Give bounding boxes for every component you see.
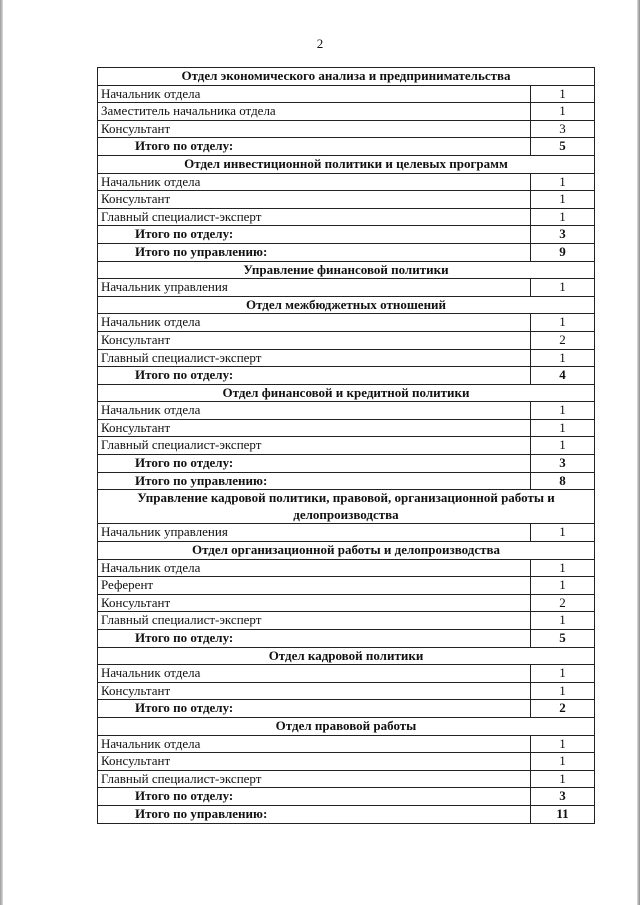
total-row xyxy=(98,788,595,806)
position-row xyxy=(98,770,595,788)
section-heading-row xyxy=(98,384,595,402)
total-label: Итого по отделу: xyxy=(98,455,531,473)
position-row xyxy=(98,665,595,683)
position-row xyxy=(98,682,595,700)
position-name: Начальник отдела xyxy=(98,85,531,103)
position-name: Начальник отдела xyxy=(98,402,531,420)
section-heading: Отдел финансовой и кредитной политики xyxy=(98,384,595,402)
section-heading-row xyxy=(98,68,595,86)
section-heading: Отдел межбюджетных отношений xyxy=(98,296,595,314)
position-count: 1 xyxy=(530,349,594,367)
total-label: Итого по отделу: xyxy=(98,138,531,156)
position-count: 1 xyxy=(530,770,594,788)
total-label: Итого по отделу: xyxy=(98,226,531,244)
position-name: Консультант xyxy=(98,419,531,437)
position-count: 1 xyxy=(530,191,594,209)
page-number: 2 xyxy=(316,36,324,51)
position-count: 1 xyxy=(530,437,594,455)
position-row xyxy=(98,402,595,420)
total-count: 5 xyxy=(530,138,594,156)
position-name: Консультант xyxy=(98,594,531,612)
total-row xyxy=(98,700,595,718)
section-heading-row xyxy=(98,155,595,173)
position-count: 3 xyxy=(530,120,594,138)
position-count: 1 xyxy=(530,103,594,121)
position-count: 1 xyxy=(530,279,594,297)
total-label: Итого по отделу: xyxy=(98,788,531,806)
total-row xyxy=(98,226,595,244)
total-label: Итого по управлению: xyxy=(98,243,531,261)
total-count: 11 xyxy=(530,805,594,823)
total-row xyxy=(98,455,595,473)
position-count: 1 xyxy=(530,173,594,191)
section-heading-row xyxy=(98,717,595,735)
total-count: 3 xyxy=(530,788,594,806)
position-name: Начальник отдела xyxy=(98,173,531,191)
position-row xyxy=(98,419,595,437)
position-name: Главный специалист-эксперт xyxy=(98,208,531,226)
position-name: Начальник отдела xyxy=(98,314,531,332)
position-row xyxy=(98,735,595,753)
total-count: 9 xyxy=(530,243,594,261)
position-name: Главный специалист-эксперт xyxy=(98,770,531,788)
total-row xyxy=(98,138,595,156)
position-name: Главный специалист-эксперт xyxy=(98,349,531,367)
position-name: Заместитель начальника отдела xyxy=(98,103,531,121)
section-heading-row xyxy=(98,490,595,524)
section-heading: Отдел организационной работы и делопроизводства xyxy=(98,542,595,560)
position-count: 1 xyxy=(530,524,594,542)
section-heading-row xyxy=(98,296,595,314)
total-count: 3 xyxy=(530,226,594,244)
position-name: Главный специалист-эксперт xyxy=(98,437,531,455)
position-row xyxy=(98,577,595,595)
position-row xyxy=(98,437,595,455)
total-label: Итого по отделу: xyxy=(98,630,531,648)
position-name: Начальник отдела xyxy=(98,559,531,577)
position-count: 1 xyxy=(530,402,594,420)
position-row xyxy=(98,349,595,367)
section-heading: Отдел кадровой политики xyxy=(98,647,595,665)
section-heading: Управление финансовой политики xyxy=(98,261,595,279)
position-row xyxy=(98,120,595,138)
position-count: 1 xyxy=(530,682,594,700)
total-label: Итого по отделу: xyxy=(98,700,531,718)
position-row xyxy=(98,85,595,103)
position-name: Начальник управления xyxy=(98,524,531,542)
scan-edge-left xyxy=(0,0,3,905)
position-row xyxy=(98,314,595,332)
position-name: Консультант xyxy=(98,191,531,209)
section-heading-row xyxy=(98,647,595,665)
total-label: Итого по управлению: xyxy=(98,805,531,823)
position-count: 1 xyxy=(530,612,594,630)
position-row xyxy=(98,753,595,771)
position-count: 2 xyxy=(530,331,594,349)
position-name: Консультант xyxy=(98,682,531,700)
position-name: Референт xyxy=(98,577,531,595)
position-count: 1 xyxy=(530,208,594,226)
position-row xyxy=(98,594,595,612)
position-count: 1 xyxy=(530,419,594,437)
section-heading: Управление кадровой политики, правовой, организационной работы и делопроизводства xyxy=(98,490,595,524)
position-row xyxy=(98,191,595,209)
position-name: Консультант xyxy=(98,331,531,349)
total-label: Итого по управлению: xyxy=(98,472,531,490)
position-name: Начальник отдела xyxy=(98,735,531,753)
position-row xyxy=(98,208,595,226)
section-heading: Отдел экономического анализа и предпринимательства xyxy=(98,68,595,86)
staffing-table-body xyxy=(98,68,595,824)
position-row xyxy=(98,103,595,121)
total-count: 3 xyxy=(530,455,594,473)
total-count: 8 xyxy=(530,472,594,490)
position-row xyxy=(98,559,595,577)
position-name: Главный специалист-эксперт xyxy=(98,612,531,630)
section-heading-row xyxy=(98,261,595,279)
total-row xyxy=(98,805,595,823)
total-row xyxy=(98,243,595,261)
total-count: 5 xyxy=(530,630,594,648)
section-heading-row xyxy=(98,542,595,560)
position-count: 1 xyxy=(530,577,594,595)
position-name: Начальник отдела xyxy=(98,665,531,683)
total-row xyxy=(98,472,595,490)
position-row xyxy=(98,524,595,542)
position-row xyxy=(98,173,595,191)
position-count: 2 xyxy=(530,594,594,612)
section-heading: Отдел инвестиционной политики и целевых программ xyxy=(98,155,595,173)
position-count: 1 xyxy=(530,665,594,683)
position-row xyxy=(98,612,595,630)
position-row xyxy=(98,331,595,349)
total-count: 2 xyxy=(530,700,594,718)
position-count: 1 xyxy=(530,314,594,332)
position-count: 1 xyxy=(530,753,594,771)
total-label: Итого по отделу: xyxy=(98,367,531,385)
position-name: Консультант xyxy=(98,120,531,138)
total-row xyxy=(98,367,595,385)
total-row xyxy=(98,630,595,648)
position-name: Консультант xyxy=(98,753,531,771)
total-count: 4 xyxy=(530,367,594,385)
position-name: Начальник управления xyxy=(98,279,531,297)
staffing-table xyxy=(97,67,595,824)
section-heading: Отдел правовой работы xyxy=(98,717,595,735)
position-count: 1 xyxy=(530,735,594,753)
position-count: 1 xyxy=(530,559,594,577)
position-row xyxy=(98,279,595,297)
position-count: 1 xyxy=(530,85,594,103)
